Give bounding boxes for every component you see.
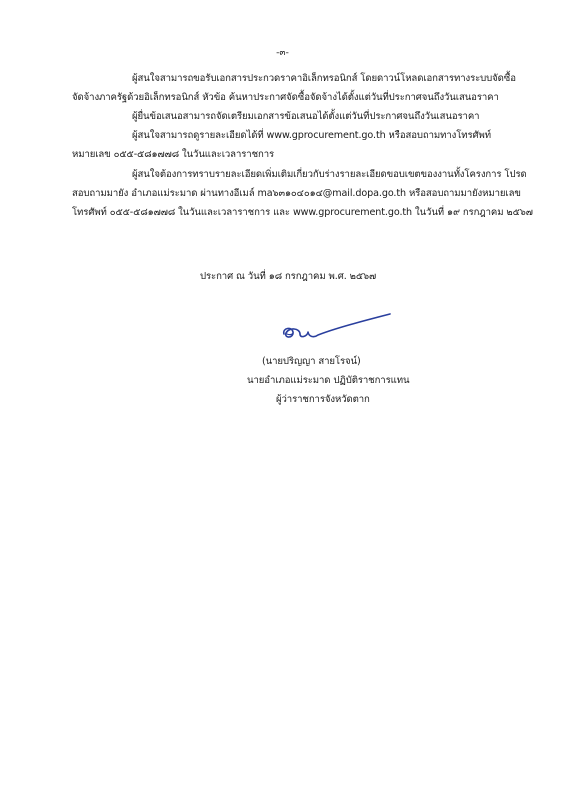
signer-name: (นายปริญญา สายโรจน์)	[262, 356, 361, 367]
paragraph-4-line-3: โทรศัพท์ ๐๕๕-๕๘๑๗๗๘ ในวันและเวลาราชการ และ www.gprocurement.go.th ในวันที่ ๑๙ กรกฎาคม ๒๕๖๗	[72, 207, 533, 218]
paragraph-1-line-1: ผู้สนใจสามารถขอรับเอกสารประกวดราคาอิเล็กทรอนิกส์ โดยดาวน์โหลดเอกสารทางระบบจัดซื้อ	[132, 73, 516, 84]
paragraph-3-line-1: ผู้สนใจสามารถดูรายละเอียดได้ที่ www.gprocurement.go.th หรือสอบถามทางโทรศัพท์	[132, 130, 491, 141]
signer-position-2: ผู้ว่าราชการจังหวัดตาก	[276, 394, 370, 405]
paragraph-3-line-2: หมายเลข ๐๕๕-๕๘๑๗๗๘ ในวันและเวลาราชการ	[72, 149, 275, 160]
page-number: -๓-	[276, 48, 289, 58]
paragraph-2-line-1: ผู้ยื่นข้อเสนอสามารถจัดเตรียมเอกสารข้อเสนอได้ตั้งแต่วันที่ประกาศจนถึงวันเสนอราคา	[132, 111, 480, 122]
paragraph-1-line-2: จัดจ้างภาครัฐด้วยอิเล็กทรอนิกส์ หัวข้อ ค้นหาประกาศจัดซื้อจัดจ้างได้ตั้งแต่วันที่ประกาศจนถึงวันเสนอราคา	[72, 92, 499, 103]
paragraph-4-line-2: สอบถามมายัง อำเภอแม่ระมาด ผ่านทางอีเมล์ ma๖๓๑๐๔๐๑๔@mail.dopa.go.th หรือสอบถามมายังหมายเลข	[72, 188, 521, 199]
signer-position-1: นายอำเภอแม่ระมาด ปฏิบัติราชการแทน	[247, 375, 410, 386]
announcement-date: ประกาศ ณ วันที่ ๑๘ กรกฎาคม พ.ศ. ๒๕๖๗	[200, 271, 377, 282]
signature-image	[278, 312, 393, 344]
paragraph-4-line-1: ผู้สนใจต้องการทราบรายละเอียดเพิ่มเติมเกี่ยวกับร่างรายละเอียดขอบเขตของงานทั้งโครงการ โปรด	[132, 169, 527, 180]
